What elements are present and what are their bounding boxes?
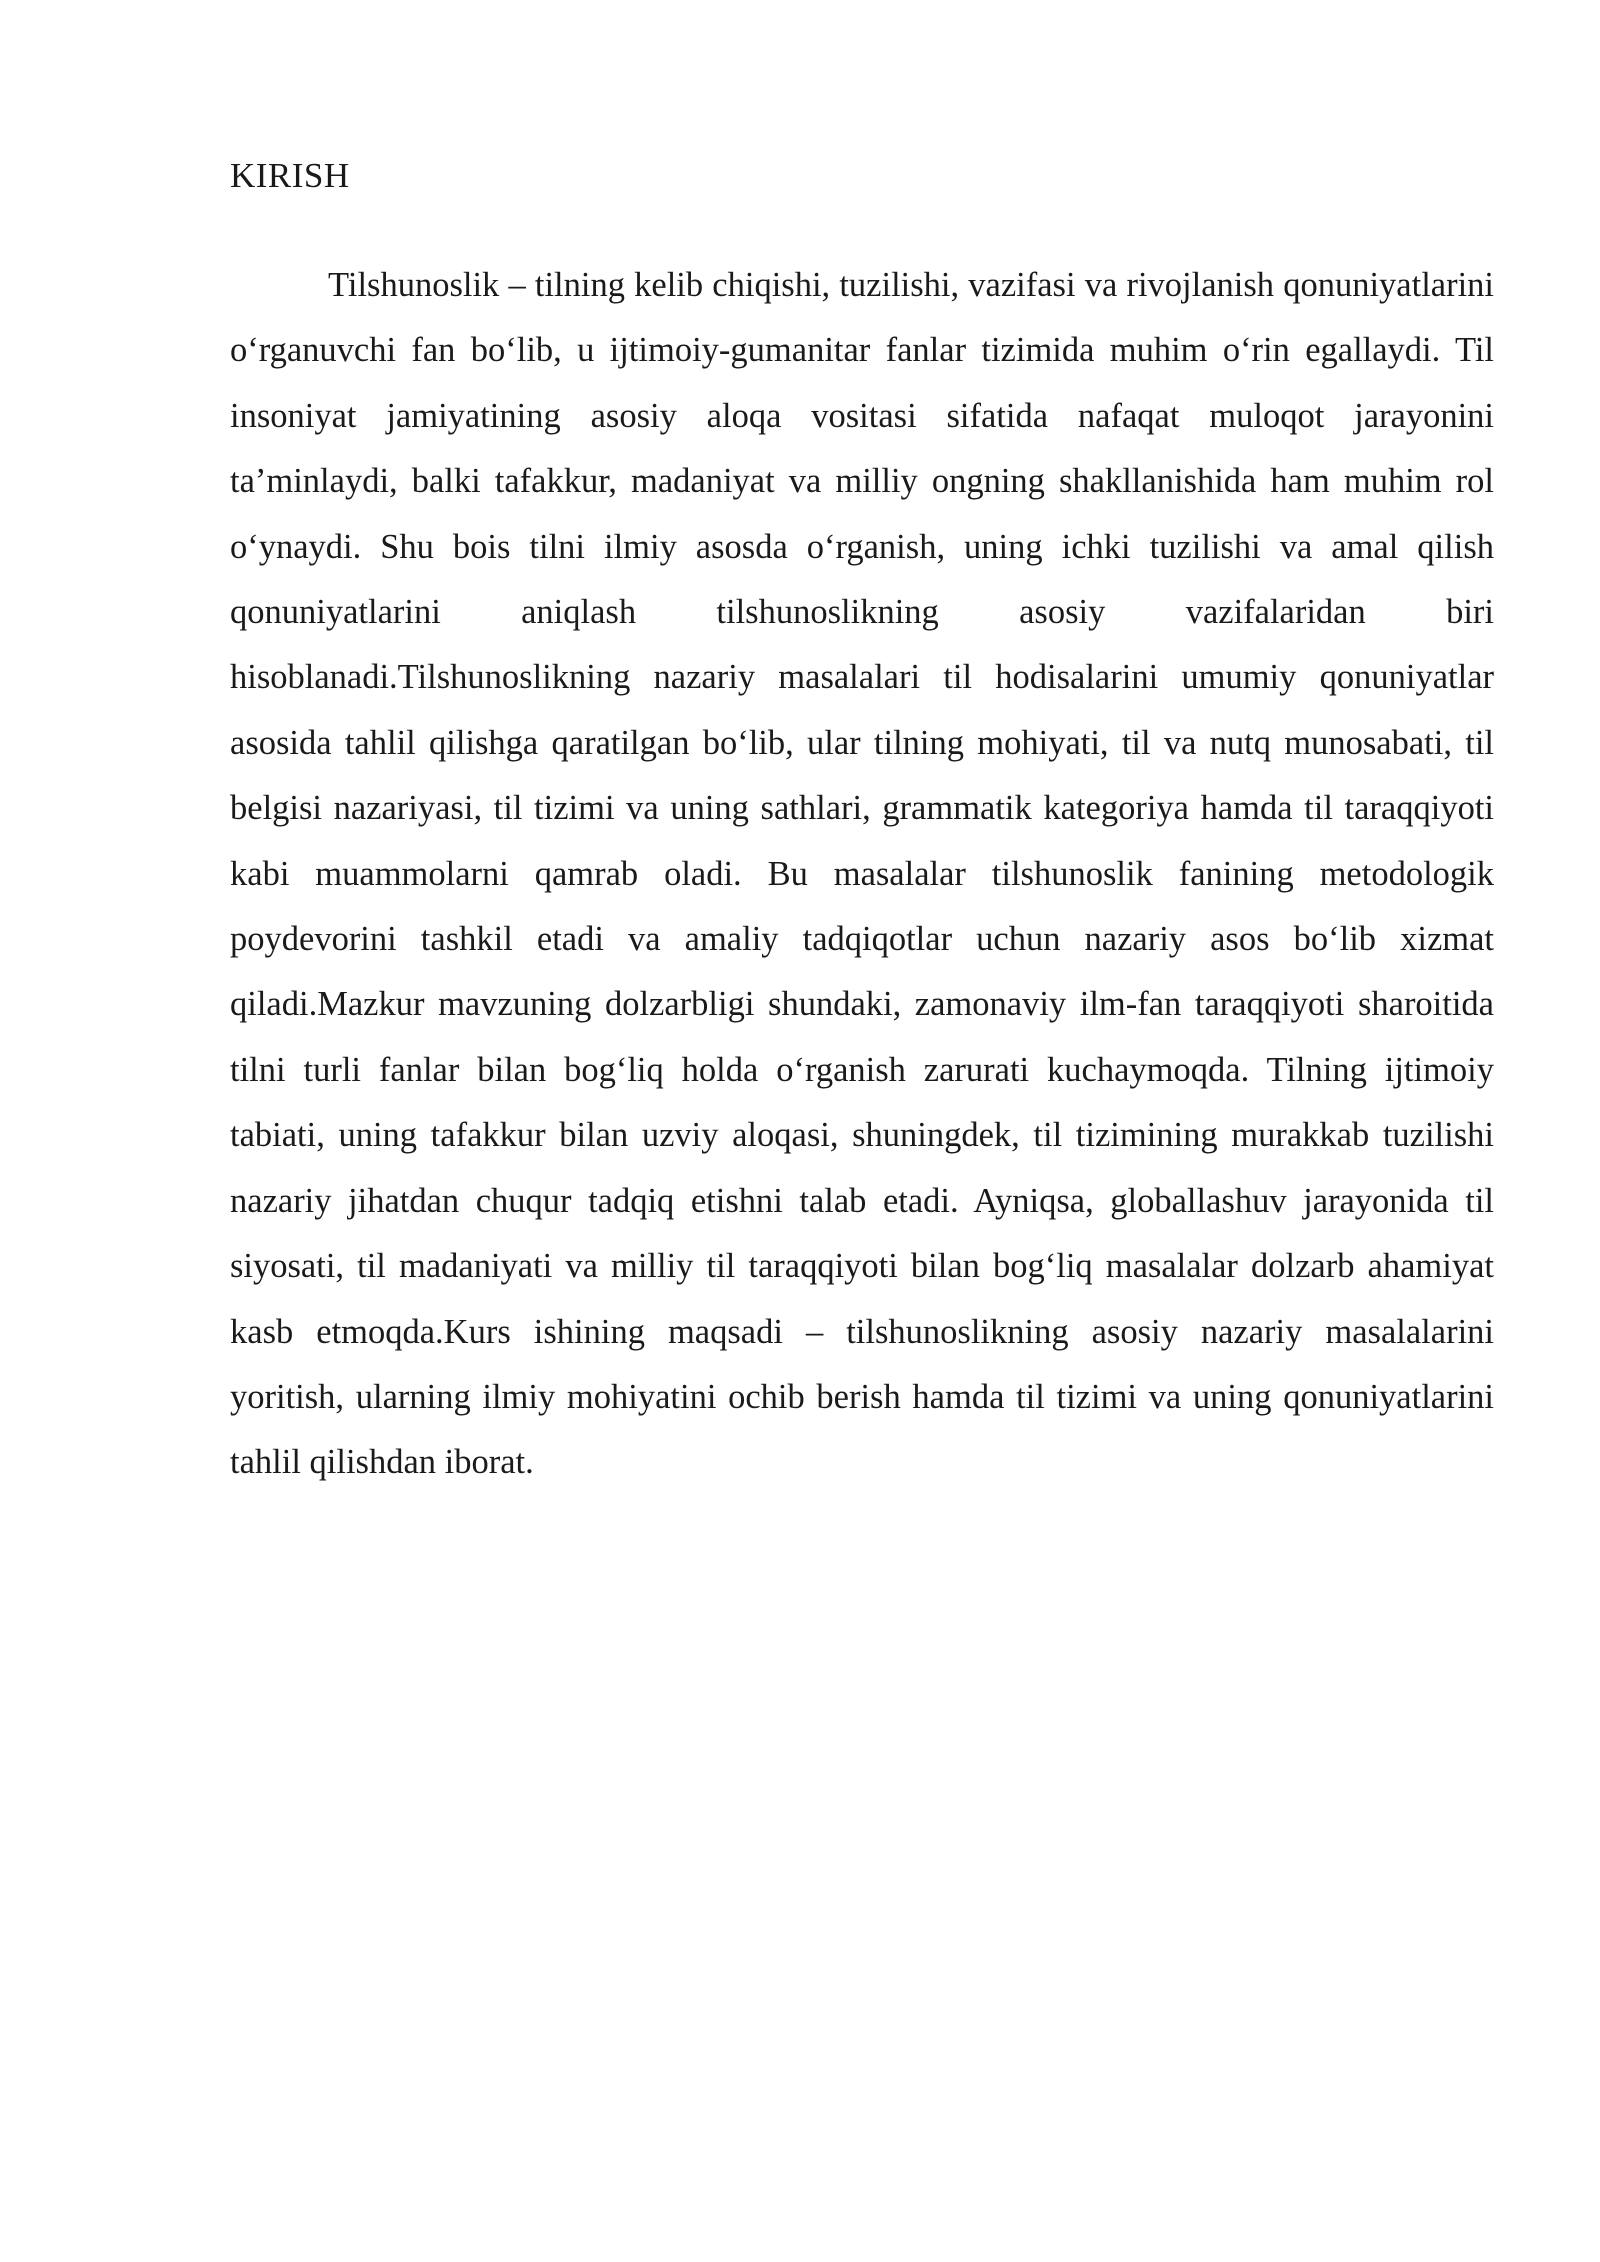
section-heading: KIRISH — [230, 156, 350, 195]
intro-paragraph: Tilshunoslik – tilning kelib chiqishi, tuzilishi, vazifasi va rivojlanish qonuniyatlarini o‘rganuvchi fan bo‘lib, u ijtimoiy-gumanitar fanlar tizimida muhim o‘rin egallaydi. Til insoniyat jamiyatining asosiy aloqa vositasi sifatida nafaqat muloqot jarayonini ta’minlaydi, balki tafakkur, madaniyat va milliy ongning shakllanishida ham muhim rol o‘ynaydi. Shu bois tilni ilmiy asosda o‘rganish, uning ichki tuzilishi va amal qilish qonuniyatlarini aniqlash tilshunoslikning asosiy vazifalaridan biri hisoblanadi.Tilshunoslikning nazariy masalalari til hodisalarini umumiy qonuniyatlar asosida tahlil qilishga qaratilgan bo‘lib, ular tilning mohiyati, til va nutq munosabati, til belgisi nazariyasi, til tizimi va uning sathlari, grammatik kategoriya hamda til taraqqiyoti kabi muammolarni qamrab oladi. Bu masalalar tilshunoslik fanining metodologik poydevorini tashkil etadi va amaliy tadqiqotlar uchun nazariy asos bo‘lib xizmat qiladi.Mazkur mavzuning dolzarbligi shundaki, zamonaviy ilm-fan taraqqiyoti sharoitida tilni turli fanlar bilan bog‘liq holda o‘rganish zarurati kuchaymoqda. Tilning ijtimoiy tabiati, uning tafakkur bilan uzviy aloqasi, shuningdek, til tizimining murakkab tuzilishi nazariy jihatdan chuqur tadqiq etishni talab etadi. Ayniqsa, globallashuv jarayonida til siyosati, til madaniyati va milliy til taraqqiyoti bilan bog‘liq masalalar dolzarb ahamiyat kasb etmoqda.Kurs ishining maqsadi – tilshunoslikning asosiy nazariy masalalarini yoritish, ularning ilmiy mohiyatini ochib berish hamda til tizimi va uning qonuniyatlarini tahlil qilishdan iborat. — [230, 266, 1494, 1482]
